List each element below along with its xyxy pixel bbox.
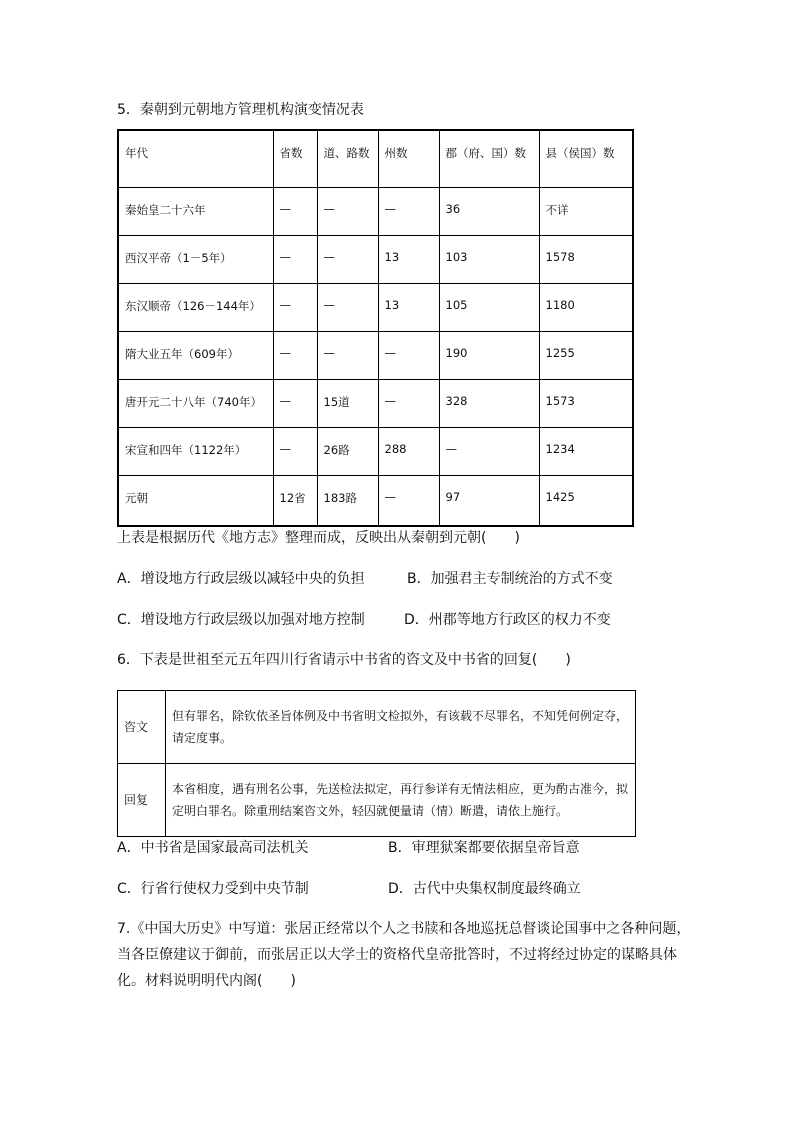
table-row	[118, 283, 633, 331]
q6-option-c[interactable]: C．行省行使权力受到中央节制	[117, 881, 309, 897]
q5-stem: 上表是根据历代《地方志》整理而成，反映出从秦朝到元朝( )	[117, 530, 520, 546]
table-cell: 宋宣和四年（1122年）	[118, 427, 273, 475]
q6-option-b[interactable]: B．审理狱案都要依据皇帝旨意	[388, 840, 580, 856]
table-cell: 103	[439, 235, 539, 283]
table-cell-label: 回复	[118, 764, 166, 837]
table-row	[118, 691, 636, 764]
table-cell: 1578	[539, 235, 633, 283]
table-cell: 190	[439, 331, 539, 379]
table-cell: 13	[378, 235, 439, 283]
table-cell: —	[273, 283, 317, 331]
table-cell: 1425	[539, 475, 633, 526]
table-cell-text: 但有罪名，除钦依圣旨体例及中书省明文检拟外，有该载不尽罪名，不知凭何例定夺，请定度事。	[166, 691, 636, 764]
table-row	[118, 235, 633, 283]
table-cell: 唐开元二十八年（740年）	[118, 379, 273, 427]
table-row	[118, 427, 633, 475]
q6-title: 6．下表是世祖至元五年四川行省请示中书省的咨文及中书省的回复( )	[117, 652, 571, 668]
table-row	[118, 187, 633, 235]
table-cell: 秦始皇二十六年	[118, 187, 273, 235]
table-cell: —	[439, 427, 539, 475]
table-cell: 不详	[539, 187, 633, 235]
table-cell-label: 咨文	[118, 691, 166, 764]
table-cell: —	[273, 235, 317, 283]
table-cell: 隋大业五年（609年）	[118, 331, 273, 379]
table-cell: 西汉平帝（1－5年）	[118, 235, 273, 283]
table-cell: 东汉顺帝（126－144年）	[118, 283, 273, 331]
table-cell: —	[273, 427, 317, 475]
table-row	[118, 764, 636, 837]
table-cell: —	[317, 187, 378, 235]
q5-option-c[interactable]: C．增设地方行政层级以加强对地方控制	[117, 612, 365, 628]
q5-option-b[interactable]: B．加强君主专制统治的方式不变	[407, 571, 613, 587]
q5-table	[117, 129, 634, 527]
q7-text: 7.《中国大历史》中写道：张居正经常以个人之书牍和各地巡抚总督谈论国事中之各种问题，当各臣僚建议于御前，而张居正以大学士的资格代皇帝批答时，不过将经过协定的谋略具体化。材料说明明代内阁( )	[117, 921, 691, 989]
table-cell: 15道	[317, 379, 378, 427]
table-cell: 288	[378, 427, 439, 475]
header-cell: 郡（府、国）数	[439, 130, 539, 187]
table-cell-text: 本省相度，遇有刑名公事，先送检法拟定，再行参详有无情法相应，更为酌古准今，拟定明白罪名。除重刑结案咨文外，轻囚就便量请（情）断遣，请依上施行。	[166, 764, 636, 837]
table-cell: —	[378, 187, 439, 235]
table-cell: 1573	[539, 379, 633, 427]
table-cell: 105	[439, 283, 539, 331]
table-cell: 36	[439, 187, 539, 235]
header-cell: 省数	[273, 130, 317, 187]
header-cell: 县（侯国）数	[539, 130, 633, 187]
table-cell: 元朝	[118, 475, 273, 526]
table-header-row	[118, 130, 633, 187]
table-cell: 26路	[317, 427, 378, 475]
table-cell: 183路	[317, 475, 378, 526]
table-cell: —	[378, 379, 439, 427]
table-cell: 12省	[273, 475, 317, 526]
q5-title: 5．秦朝到元朝地方管理机构演变情况表	[117, 102, 364, 118]
q5-option-d[interactable]: D．州郡等地方行政区的权力不变	[404, 612, 611, 628]
table-cell: 1234	[539, 427, 633, 475]
table-cell: —	[317, 283, 378, 331]
table-cell: —	[378, 331, 439, 379]
header-cell: 道、路数	[317, 130, 378, 187]
table-cell: —	[317, 331, 378, 379]
table-cell: —	[273, 187, 317, 235]
q6-table	[117, 690, 636, 837]
table-row	[118, 331, 633, 379]
header-cell: 州数	[378, 130, 439, 187]
table-row	[118, 475, 633, 526]
header-cell: 年代	[118, 130, 273, 187]
table-row	[118, 379, 633, 427]
q5-option-a[interactable]: A．增设地方行政层级以减轻中央的负担	[117, 571, 365, 587]
table-cell: —	[273, 331, 317, 379]
table-cell: —	[317, 235, 378, 283]
q6-option-d[interactable]: D．古代中央集权制度最终确立	[388, 881, 581, 897]
table-cell: 1255	[539, 331, 633, 379]
table-cell: —	[378, 475, 439, 526]
q6-option-a[interactable]: A．中书省是国家最高司法机关	[117, 840, 309, 856]
table-cell: 328	[439, 379, 539, 427]
table-cell: —	[273, 379, 317, 427]
table-cell: 13	[378, 283, 439, 331]
table-cell: 97	[439, 475, 539, 526]
table-cell: 1180	[539, 283, 633, 331]
